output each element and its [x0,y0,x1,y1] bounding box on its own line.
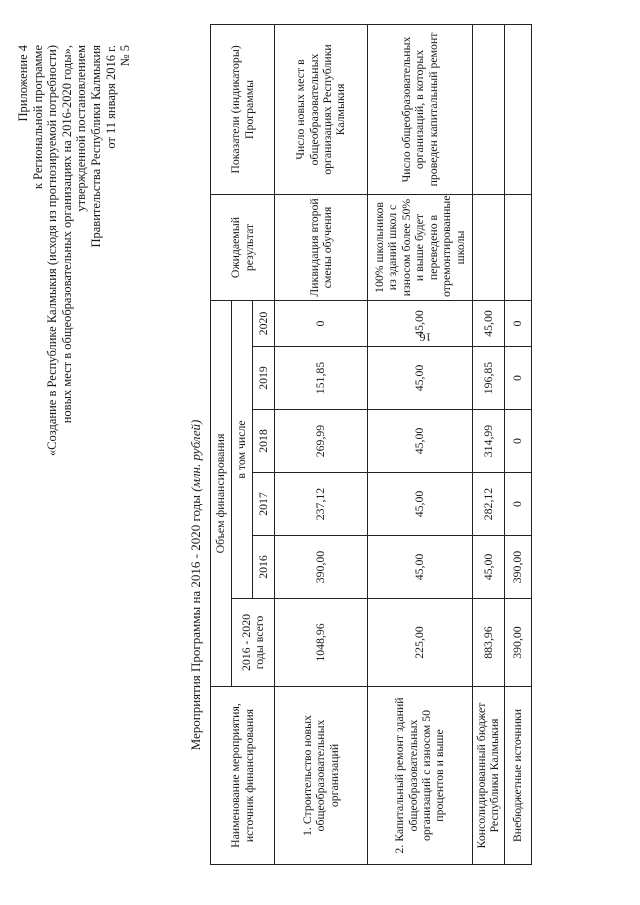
appendix-line: Правительства Республики Калмыкия [88,45,103,248]
cell-total: 390,00 [504,599,531,687]
row-name: Внебюджетные источники [504,687,531,865]
appendix-line: новых мест в общеобразовательных организациях на 2016-2020 годы», [59,45,74,424]
header-result: Ожидаемый результат [211,194,275,300]
appendix-line: утвержденной постановлением [74,45,89,212]
appendix-line: «Создание в Республике Калмыкия (исходя из прогнозируемой потребности) [45,45,60,457]
cell-indicator: Число общеобразовательных организаций, в которых проведен капитальный ремонт [368,24,473,194]
cell-indicator: Число новых мест в общеобразовательных организациях Республики Калмыкия [275,24,368,194]
cell-2018: 45,00 [368,410,473,473]
cell-2017: 282,12 [473,473,505,536]
cell-2020: 45,00 [368,300,473,346]
header-including: в том числе [232,300,253,598]
cell-2020: 0 [504,300,531,346]
cell-indicator [504,24,531,194]
cell-result: 100% школьников из зданий школ с износом более 50% и выше будет переведено в отремонтированные школы [368,194,473,300]
cell-2018: 314,99 [473,410,505,473]
cell-2019: 45,00 [368,347,473,410]
cell-result [473,194,505,300]
cell-2019: 151,85 [275,347,368,410]
cell-2016: 45,00 [473,536,505,599]
table-title [188,275,204,895]
cell-2018: 269,99 [275,410,368,473]
cell-indicator [473,24,505,194]
header-name: Наименование мероприятия, источник финансирования [211,687,275,865]
cell-total: 1048,96 [275,599,368,687]
header-year: 2018 [253,410,275,473]
cell-2016: 390,00 [275,536,368,599]
appendix-line: к Региональной программе [30,45,45,190]
table-row [473,24,505,864]
cell-total: 883,96 [473,599,505,687]
header-year: 2020 [253,300,275,346]
cell-total: 225,00 [368,599,473,687]
cell-2017: 237,12 [275,473,368,536]
table-title-unit: (млн. рублей) [188,419,203,492]
header-year: 2019 [253,347,275,410]
appendix-line: № 5 [118,45,133,67]
appendix-line: от 11 января 2016 г. [103,45,118,149]
header-row [211,24,232,864]
row-name: 1. Строительство новых общеобразовательных организаций [275,687,368,865]
header-indicators: Показатели (индикаторы) Программы [211,24,275,194]
appendix-line: Приложение 4 [16,45,30,122]
cell-2017: 0 [504,473,531,536]
table-row [275,24,368,864]
cell-2018: 0 [504,410,531,473]
cell-2017: 45,00 [368,473,473,536]
header-year: 2017 [253,473,275,536]
cell-2020: 0 [275,300,368,346]
row-name: Консолидированный бюджет Республики Калмыкия [473,687,505,865]
page-number: 16 [419,330,432,345]
cell-result: Ликвидация второй смены обучения [275,194,368,300]
header-funding: Объем финансирования [211,300,232,686]
appendix-header [16,45,133,475]
cell-result [504,194,531,300]
cell-2019: 0 [504,347,531,410]
cell-2019: 196,85 [473,347,505,410]
cell-2016: 390,00 [504,536,531,599]
cell-2016: 45,00 [368,536,473,599]
header-total-period: 2016 - 2020 годы всего [232,599,275,687]
header-year: 2016 [253,536,275,599]
program-table [210,24,532,865]
table-row [504,24,531,864]
row-name: 2. Капитальный ремонт зданий общеобразовательных организаций с износом 50 процентов и выше [368,687,473,865]
table-row [368,24,473,864]
cell-2020: 45,00 [473,300,505,346]
table-title-text: Мероприятия Программы на 2016 - 2020 годы [188,495,203,751]
